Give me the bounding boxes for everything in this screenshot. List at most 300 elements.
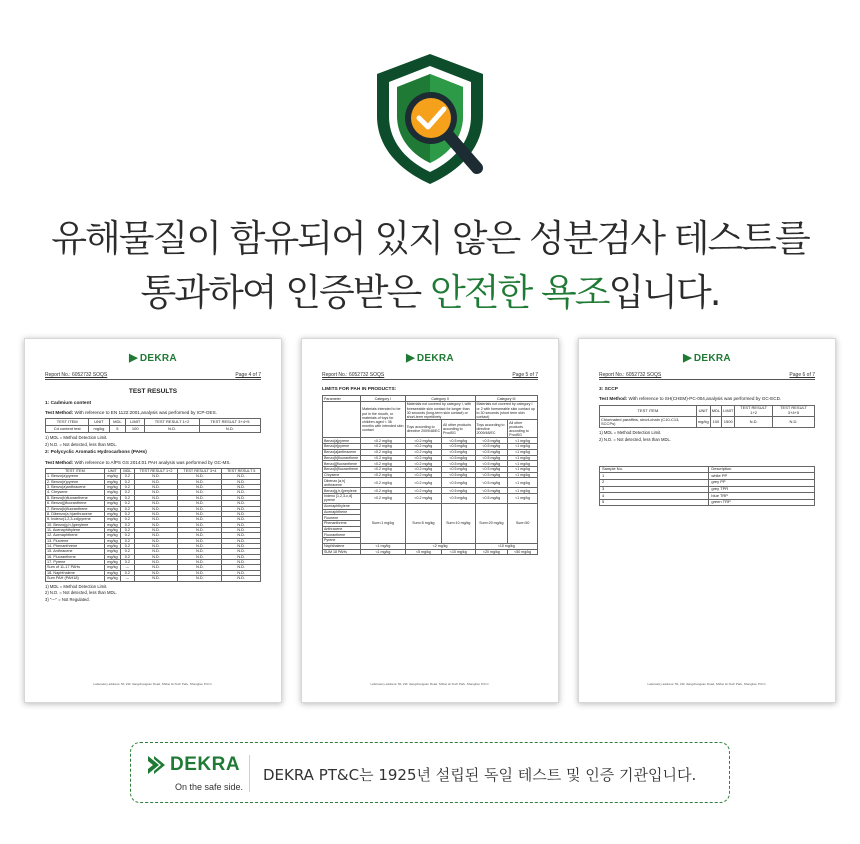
pah-row-cell: N.D. xyxy=(222,522,261,527)
pah-row-cell: 14. Phenanthrene xyxy=(46,544,105,549)
pah-row-cell: N.D. xyxy=(134,511,178,516)
sample-row-cell: 5 xyxy=(600,499,709,506)
pah-row-cell: --- xyxy=(121,576,135,581)
pah-row-cell: N.D. xyxy=(222,501,261,506)
pah-row-cell: N.D. xyxy=(134,549,178,554)
pah-row-cell: mg/kg xyxy=(104,570,120,575)
cadmium-header-cell: TEST RESULT 1+2 xyxy=(145,419,200,426)
pah-row-cell: N.D. xyxy=(178,511,222,516)
sccp-row-cell: 100 xyxy=(710,417,721,428)
limits-row-cell: <0.2 mg/kg xyxy=(361,466,406,472)
pah-row-cell: 7. Benzo(k)fluoranthene xyxy=(46,506,105,511)
pah-row-cell: N.D. xyxy=(178,527,222,532)
report-header xyxy=(45,372,261,380)
sample-row xyxy=(600,479,815,486)
pah-row-cell: Sum of 11-17 PAHs xyxy=(46,565,105,570)
pah-row-cell: 0.2 xyxy=(121,511,135,516)
pah-row-cell: mg/kg xyxy=(104,554,120,559)
pah-row-cell: 0.2 xyxy=(121,554,135,559)
cadmium-header-cell: MDL xyxy=(109,419,126,426)
test-method-1 xyxy=(45,410,261,416)
headline-line-2-pre: 통과하여 인증받은 xyxy=(140,271,430,314)
pah-row-cell: N.D. xyxy=(222,527,261,532)
limits-group-value: Sum<5 mg/kg xyxy=(405,503,441,543)
test-method-2 xyxy=(45,460,261,466)
pah-row-cell: N.D. xyxy=(178,501,222,506)
dekra-chevron-icon xyxy=(145,754,167,776)
cadmium-header xyxy=(46,419,261,426)
limits-row-cell: <1 mg/kg xyxy=(508,449,538,455)
limits-group-item: Pyrene xyxy=(323,538,361,544)
pah-row-cell: N.D. xyxy=(222,576,261,581)
pah-row-cell: mg/kg xyxy=(104,527,120,532)
cat1-header: Category I xyxy=(361,396,406,402)
dekra-brand-text: DEKRA xyxy=(416,353,454,364)
note-mdl: 1) MDL = Method Detection Limit. xyxy=(45,434,108,440)
test-results-title: TEST RESULTS xyxy=(128,388,178,395)
pah-row-cell: N.D. xyxy=(134,522,178,527)
dekra-chevron-icon: ▶ xyxy=(406,352,415,364)
limits-sum-value: <50 mg/kg xyxy=(508,549,538,555)
note-mdl: 1) MDL = Method Detection Limit. xyxy=(599,430,662,436)
pah-row-cell: N.D. xyxy=(134,533,178,538)
limits-row-cell: <1 mg/kg xyxy=(508,461,538,467)
pah-row-cell: mg/kg xyxy=(104,533,120,538)
pah-row-cell: mg/kg xyxy=(104,506,120,511)
sample-header xyxy=(600,466,815,473)
limits-row-cell: <0.2 mg/kg xyxy=(361,493,406,503)
sample-row-cell: 1 xyxy=(600,473,709,480)
headline-line-2 xyxy=(0,262,860,316)
dekra-logo xyxy=(579,351,835,364)
pah-row-cell: N.D. xyxy=(134,565,178,570)
pah-row-cell: N.D. xyxy=(134,490,178,495)
pah-row-cell: N.D. xyxy=(134,501,178,506)
pah-row-cell: 0.2 xyxy=(121,544,135,549)
report-header xyxy=(322,372,538,380)
pah-row-cell: N.D. xyxy=(222,511,261,516)
pah-row-cell: N.D. xyxy=(178,565,222,570)
limits-row-cell: <0.2 mg/kg xyxy=(361,478,406,488)
section-cadmium: 1: Cadmium content xyxy=(45,400,92,406)
shield-check-search-icon xyxy=(365,50,495,190)
pah-row-cell: mg/kg xyxy=(104,495,120,500)
limits-group-item: Acenaphthylene xyxy=(323,503,361,509)
sample-header-cell: Sample No. xyxy=(600,466,709,473)
limits-row-cell: <1 mg/kg xyxy=(508,478,538,488)
sample-row-cell: blue TRP xyxy=(709,493,815,500)
pah-row-cell: 0.2 xyxy=(121,538,135,543)
dekra-logo xyxy=(25,351,281,364)
pah-row-cell: N.D. xyxy=(222,506,261,511)
limits-row-cell: <0.5 mg/kg xyxy=(442,444,475,450)
limits-naph-value: <1 mg/kg xyxy=(361,543,406,549)
sccp-header-cell: TEST RESULT 1+2 xyxy=(735,405,773,416)
limits-sum-row xyxy=(323,549,538,555)
sccp-header-cell: UNIT xyxy=(696,405,710,416)
sccp-row xyxy=(600,417,815,428)
sccp-header-cell: LIMIT xyxy=(722,405,735,416)
headline-line-2-post: 입니다. xyxy=(608,271,720,314)
cat2-header: Category II xyxy=(405,396,475,402)
limits-row-cell: <1 mg/kg xyxy=(508,444,538,450)
sample-row-cell: grey PP xyxy=(709,479,815,486)
test-method-text: With reference to EN 1122:2001,analysis was performed by ICP-OES. xyxy=(73,410,217,416)
limits-row-cell: <1 mg/kg xyxy=(508,493,538,503)
pah-row-cell: 0.2 xyxy=(121,517,135,522)
section-sccp: 3: SCCP xyxy=(599,387,618,392)
pah-row-cell: N.D. xyxy=(178,533,222,538)
pah-row-cell: 0.2 xyxy=(121,522,135,527)
limits-row-cell: <0.5 mg/kg xyxy=(475,478,508,488)
pah-row-cell: 0.2 xyxy=(121,560,135,565)
cadmium-row-cell: mg/kg xyxy=(89,426,109,433)
pah-header-cell: TEST ITEM xyxy=(46,468,105,473)
sccp-header xyxy=(600,405,815,416)
pah-row-cell: 16. Fluoranthene xyxy=(46,554,105,559)
pah-row-cell: N.D. xyxy=(222,533,261,538)
limits-row-cell: <0.5 mg/kg xyxy=(442,461,475,467)
cadmium-header-cell: LIMIT xyxy=(126,419,145,426)
pah-row-cell: mg/kg xyxy=(104,479,120,484)
pah-row-cell: mg/kg xyxy=(104,565,120,570)
pah-row-cell: 0.2 xyxy=(121,490,135,495)
pah-row-cell: N.D. xyxy=(222,495,261,500)
pah-row-cell: N.D. xyxy=(222,479,261,484)
limits-row-cell: Benzo[g,h,i]perylene xyxy=(323,488,361,494)
cadmium-table xyxy=(45,418,261,433)
pah-row-cell: N.D. xyxy=(178,495,222,500)
test-method-label: Test Method: xyxy=(45,459,74,465)
cadmium-header-cell: TEST RESULT 3+4+5 xyxy=(199,419,260,426)
limits-group-value: Sum<50 xyxy=(508,503,538,543)
pah-row-cell: N.D. xyxy=(222,517,261,522)
pah-row-cell: N.D. xyxy=(222,565,261,570)
pah-row-cell: 4. Chrysene xyxy=(46,490,105,495)
pah-row-cell: 0.2 xyxy=(121,485,135,490)
limits-row-cell: <0.2 mg/kg xyxy=(405,478,441,488)
sccp-row-cell: 1500 xyxy=(722,417,735,428)
dekra-logo xyxy=(302,351,558,364)
pah-row-cell: 12. Acenaphthene xyxy=(46,533,105,538)
pah-row-cell: 0.2 xyxy=(121,527,135,532)
pah-row-cell: mg/kg xyxy=(104,544,120,549)
pah-header-cell: MDL xyxy=(121,468,135,473)
pah-row-cell: N.D. xyxy=(222,544,261,549)
pah-row-cell: mg/kg xyxy=(104,517,120,522)
cadmium-header-cell: TEST ITEM xyxy=(46,419,89,426)
limits-sum-value: <10 mg/kg xyxy=(442,549,475,555)
pah-row-cell: N.D. xyxy=(222,485,261,490)
limits-row-cell: <1 mg/kg xyxy=(508,488,538,494)
limits-row-cell: <0.2 mg/kg xyxy=(405,438,441,444)
limits-row-cell: <0.5 mg/kg xyxy=(475,466,508,472)
limits-row-cell: Dibenzo [a,h] anthracene xyxy=(323,478,361,488)
note-nd: 2) N.D. = Not detected, less than MDL. xyxy=(45,441,118,447)
pah-row-cell: N.D. xyxy=(178,517,222,522)
test-method-3 xyxy=(599,396,815,402)
report-page-5 xyxy=(301,338,559,703)
pah-row-cell: 9. Indeno(1,2,3-cd)pyrene xyxy=(46,517,105,522)
pah-row-cell: N.D. xyxy=(134,554,178,559)
limits-row-cell: <0.5 mg/kg xyxy=(475,488,508,494)
pah-row-cell: 10. Benzo(g,h,i)perylene xyxy=(46,522,105,527)
pah-row-cell: N.D. xyxy=(178,554,222,559)
sccp-header-cell: MDL xyxy=(710,405,721,416)
page-number: Page 5 of 7 xyxy=(512,372,538,378)
limits-title: LIMITS FOR PAH IN PRODUCTS: xyxy=(322,387,397,392)
pah-row-cell: 0.2 xyxy=(121,549,135,554)
cat3-header: Category III xyxy=(475,396,537,402)
pah-row-cell: 0.2 xyxy=(121,570,135,575)
pah-row-cell: N.D. xyxy=(178,538,222,543)
pah-row-cell: 0.2 xyxy=(121,474,135,479)
pah-results-table xyxy=(45,468,261,582)
lab-address: Laboratory address: 5F, 21F Jiangchangsan Road, Shibei Hi-Tech Park, Shanghai, P.R.C. xyxy=(370,682,490,686)
cat1-description: Materials intended to be put in the mouth, or materials of toys for children aged < 36 months with intended skin contact xyxy=(361,402,406,438)
limits-row-cell: <0.2 mg/kg xyxy=(405,449,441,455)
banner-divider xyxy=(249,755,250,792)
pah-row-cell: N.D. xyxy=(134,495,178,500)
pah-row-cell: mg/kg xyxy=(104,474,120,479)
note-nd: 2) N.D. = Not detected, less than MDL. xyxy=(599,437,672,443)
limits-row-cell: <0.5 mg/kg xyxy=(442,466,475,472)
pah-row-cell: mg/kg xyxy=(104,490,120,495)
limits-naph-label: Naphthalene xyxy=(323,543,361,549)
limits-row-cell: <0.5 mg/kg xyxy=(442,478,475,488)
limits-row-cell: <0.5 mg/kg xyxy=(475,472,508,478)
limits-group-item: Anthracene xyxy=(323,526,361,532)
cadmium-row-cell: 100 xyxy=(126,426,145,433)
limits-row-cell: Indeno [1,2,3-c,d] pyrene xyxy=(323,493,361,503)
limits-group-value: Sum<20 mg/kg xyxy=(475,503,508,543)
dekra-brand-name: DEKRA xyxy=(170,754,241,775)
limits-row xyxy=(323,478,538,488)
report-header xyxy=(599,372,815,380)
pah-row-cell: mg/kg xyxy=(104,485,120,490)
pah-header-cell: UNIT xyxy=(104,468,120,473)
pah-row-cell: N.D. xyxy=(222,570,261,575)
limits-row-cell: <0.5 mg/kg xyxy=(475,438,508,444)
pah-row-cell: mg/kg xyxy=(104,549,120,554)
section-pahs: 2: Polycyclic Aromatic Hydrocarbons (PAHs) xyxy=(45,450,147,456)
pah-limits-table xyxy=(322,395,538,555)
limits-sum-value: <1 mg/kg xyxy=(361,549,406,555)
dekra-brand-text: DEKRA xyxy=(139,353,177,364)
pah-row-cell: N.D. xyxy=(222,560,261,565)
limits-row-cell: <1 mg/kg xyxy=(508,466,538,472)
pah-row-cell: 3. Benzo(a)anthracene xyxy=(46,485,105,490)
sample-row-cell: grey TPR xyxy=(709,486,815,493)
pah-header-cell: TEST RESULT 5 xyxy=(222,468,261,473)
pah-row-cell: 0.2 xyxy=(121,495,135,500)
lab-address: Laboratory address: 5F, 21F Jiangchangsan Road, Shibei Hi-Tech Park, Shanghai, P.R.C. xyxy=(647,682,767,686)
sccp-table xyxy=(599,405,815,429)
pah-row-cell: 15. Anthracene xyxy=(46,549,105,554)
pah-row-cell: 1. Benzo(a)pyrene xyxy=(46,474,105,479)
pah-row-cell: mg/kg xyxy=(104,560,120,565)
note-not-regulated: 3) "---" = Not Regulated. xyxy=(45,596,90,602)
cat2-description: Materials not covered by category I, with foreseeable skin contact for longer than 30 seconds (long-term skin contact) or short-term repetitively xyxy=(405,402,475,420)
page-number: Page 6 of 7 xyxy=(789,372,815,378)
pah-row-cell: mg/kg xyxy=(104,511,120,516)
limits-row-cell: <0.2 mg/kg xyxy=(405,466,441,472)
test-method-label: Test Method: xyxy=(45,410,74,416)
pah-row-cell: N.D. xyxy=(134,544,178,549)
limits-row-cell: <0.2 mg/kg xyxy=(361,461,406,467)
sample-table xyxy=(599,466,815,507)
limits-row-cell: <1 mg/kg xyxy=(508,438,538,444)
cadmium-row-cell: N.D. xyxy=(199,426,260,433)
dekra-tagline: On the safe side. xyxy=(175,782,244,792)
pah-row-cell: N.D. xyxy=(222,538,261,543)
sample-row xyxy=(600,493,815,500)
limits-row-cell: <0.5 mg/kg xyxy=(442,449,475,455)
limits-row-cell: Benzo[b]fluoranthene xyxy=(323,455,361,461)
pah-row-cell: N.D. xyxy=(134,527,178,532)
pah-row-cell: N.D. xyxy=(222,554,261,559)
pah-row-cell: N.D. xyxy=(134,570,178,575)
limits-row-cell: <0.2 mg/kg xyxy=(405,461,441,467)
pah-row-cell: N.D. xyxy=(222,474,261,479)
limits-row-cell: <0.5 mg/kg xyxy=(442,455,475,461)
limits-subheader-cell: All other products according to ProdSG xyxy=(508,420,538,438)
limits-naph-value: <2 mg/kg xyxy=(405,543,475,549)
limits-row-cell: <0.2 mg/kg xyxy=(361,472,406,478)
limits-row-cell: <1 mg/kg xyxy=(508,455,538,461)
limits-row-cell: Chrysene xyxy=(323,472,361,478)
limits-row-cell: <0.5 mg/kg xyxy=(475,461,508,467)
pah-row-cell: N.D. xyxy=(134,474,178,479)
limits-row-cell: <0.2 mg/kg xyxy=(361,444,406,450)
pah-row-cell: N.D. xyxy=(178,485,222,490)
limits-row-cell: <0.2 mg/kg xyxy=(405,455,441,461)
limits-row-cell: <1 mg/kg xyxy=(508,472,538,478)
dekra-banner xyxy=(130,742,730,803)
limits-row-cell: Benzo[a]pyrene xyxy=(323,438,361,444)
pah-row-cell: 0.2 xyxy=(121,501,135,506)
pah-header-cell: TEST RESULT 3+4 xyxy=(178,468,222,473)
pah-row-cell: 0.2 xyxy=(121,533,135,538)
pah-row-cell: N.D. xyxy=(178,474,222,479)
pah-row-cell: --- xyxy=(121,565,135,570)
pah-row-cell: N.D. xyxy=(178,506,222,511)
headline-highlight: 안전한 욕조 xyxy=(429,271,609,314)
sample-row-cell: 2 xyxy=(600,479,709,486)
limits-row-cell: <0.5 mg/kg xyxy=(475,449,508,455)
pah-header-cell: TEST RESULT 1+2 xyxy=(134,468,178,473)
limits-row-cell: <0.5 mg/kg xyxy=(442,488,475,494)
pah-row-cell: Sum PAH (PAH18) xyxy=(46,576,105,581)
pah-row-cell: N.D. xyxy=(178,522,222,527)
sample-row-cell: 3 xyxy=(600,486,709,493)
pah-row-cell: N.D. xyxy=(134,479,178,484)
limits-row-cell: Benzo[k]fluoranthene xyxy=(323,466,361,472)
page-number: Page 4 of 7 xyxy=(235,372,261,378)
limits-subheader-cell: Toys according to directive 2009/48/EC xyxy=(475,420,508,438)
dekra-brand-text: DEKRA xyxy=(693,353,731,364)
limits-row-cell: <0.2 mg/kg xyxy=(361,488,406,494)
pah-row-cell: N.D. xyxy=(178,560,222,565)
pah-row-cell: 13. Fluorene xyxy=(46,538,105,543)
limits-row xyxy=(323,493,538,503)
sample-row-cell: green TRP xyxy=(709,499,815,506)
pah-row-cell: N.D. xyxy=(178,549,222,554)
sample-row xyxy=(600,486,815,493)
sccp-header-cell: TEST RESULT 3+4+5 xyxy=(772,405,814,416)
cadmium-row-cell: 5 xyxy=(109,426,126,433)
pah-row-cell: N.D. xyxy=(134,538,178,543)
pah-row-cell: mg/kg xyxy=(104,576,120,581)
cadmium-row xyxy=(46,426,261,433)
cadmium-row-cell: Cd content test xyxy=(46,426,89,433)
limits-group-item: Fluoranthene xyxy=(323,532,361,538)
report-number: Report No.: 6052732 SOQS xyxy=(45,372,108,378)
headline-line-1: 유해물질이 함유되어 있지 않은 성분검사 테스트를 xyxy=(51,217,809,260)
dekra-chevron-icon: ▶ xyxy=(683,352,692,364)
report-number: Report No.: 6052732 SOQS xyxy=(599,372,662,378)
limits-row-cell: <0.2 mg/kg xyxy=(405,472,441,478)
limits-row-cell: <0.2 mg/kg xyxy=(405,488,441,494)
limits-row-cell: Benzo[e]pyrene xyxy=(323,444,361,450)
pah-row xyxy=(46,576,261,581)
limits-row-cell: Benzo[a]anthracene xyxy=(323,449,361,455)
banner-description: DEKRA PT&C는 1925년 설립된 독일 테스트 및 인증 기관입니다. xyxy=(263,766,697,784)
pah-row-cell: N.D. xyxy=(178,576,222,581)
sccp-row-cell: N.D. xyxy=(772,417,814,428)
limits-group-value: Sum<1 mg/kg xyxy=(361,503,406,543)
limits-sum-value: <20 mg/kg xyxy=(475,549,508,555)
sample-row-cell: white PP xyxy=(709,473,815,480)
pah-row-cell: 2. Benzo(e)pyrene xyxy=(46,479,105,484)
limits-row-cell: <0.2 mg/kg xyxy=(405,444,441,450)
limits-sum-value: <5 mg/kg xyxy=(405,549,441,555)
test-method-label: Test Method: xyxy=(599,396,628,402)
limits-group-item: Phenanthrene xyxy=(323,520,361,526)
sccp-row-cell: Chlorinated paraffins, short-chain (C10-C13, SCCPs) xyxy=(600,417,697,428)
pah-row-cell: mg/kg xyxy=(104,538,120,543)
limits-row-cell: <0.2 mg/kg xyxy=(361,438,406,444)
pah-row-cell: 8. Dibenzo(a,h)anthracene xyxy=(46,511,105,516)
limits-row-cell: <0.5 mg/kg xyxy=(442,493,475,503)
limits-row-cell: <0.5 mg/kg xyxy=(475,444,508,450)
pah-row-cell: N.D. xyxy=(134,485,178,490)
param-header: Parameter xyxy=(323,396,361,402)
pah-row-cell: N.D. xyxy=(178,479,222,484)
pah-row-cell: N.D. xyxy=(178,570,222,575)
sample-row-cell: 4 xyxy=(600,493,709,500)
limits-sum-label: SUM 18 PAHs xyxy=(323,549,361,555)
pah-row-cell: 0.2 xyxy=(121,479,135,484)
sample-row xyxy=(600,473,815,480)
dekra-banner-logo xyxy=(145,752,244,796)
limits-row-cell: <0.5 mg/kg xyxy=(475,493,508,503)
pah-row-cell: N.D. xyxy=(178,544,222,549)
report-number: Report No.: 6052732 SOQS xyxy=(322,372,385,378)
sccp-row-cell: N.D. xyxy=(735,417,773,428)
pah-row-cell: N.D. xyxy=(222,549,261,554)
limits-naph-value: <10 mg/kg xyxy=(475,543,537,549)
note-nd: 2) N.D. = Not detected, less than MDL. xyxy=(45,590,118,596)
pah-row-cell: mg/kg xyxy=(104,501,120,506)
limits-row-cell: <0.2 mg/kg xyxy=(405,493,441,503)
pah-row-cell: N.D. xyxy=(134,506,178,511)
pah-header xyxy=(46,468,261,473)
pah-row-cell: 0.2 xyxy=(121,506,135,511)
pah-row-cell: N.D. xyxy=(134,517,178,522)
limits-group-item: Fluorene xyxy=(323,515,361,521)
pah-row-cell: N.D. xyxy=(222,490,261,495)
